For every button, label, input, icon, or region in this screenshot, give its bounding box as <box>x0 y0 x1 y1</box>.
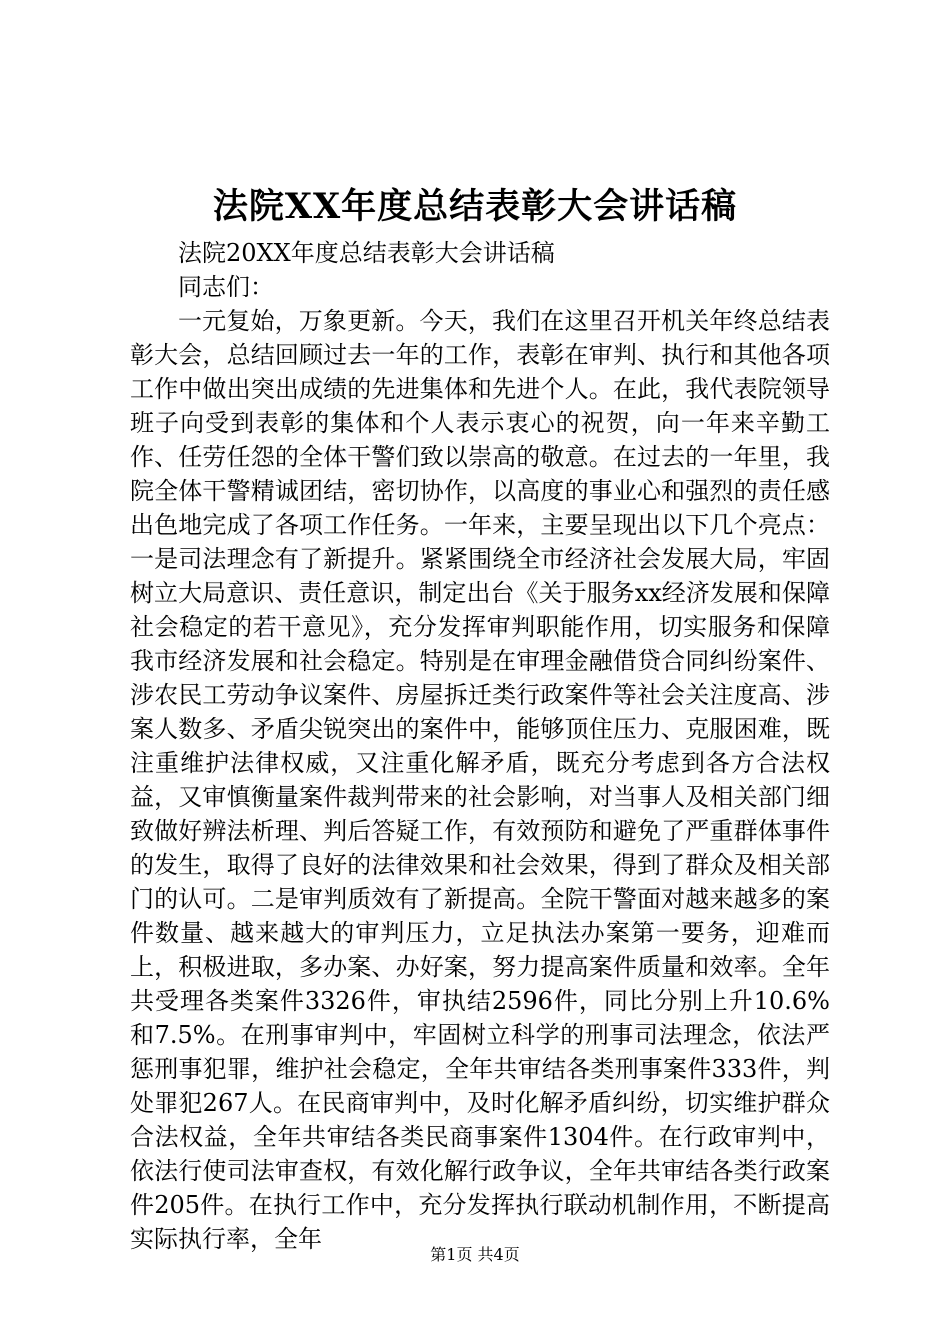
page-number: 第1页 共4页 <box>430 1245 520 1264</box>
document-title: 法院XX年度总结表彰大会讲话稿 <box>212 186 738 227</box>
salutation: 同志们： <box>178 273 274 301</box>
document-subtitle: 法院20XX年度总结表彰大会讲话稿 <box>178 239 555 267</box>
document-body <box>130 236 830 1256</box>
body-paragraph: 一元复始，万象更新。今天，我们在这里召开机关年终总结表彰大会，总结回顾过去一年的工作，表彰在审判、执行和其他各项工作中做出突出成绩的先进集体和先进个人。在此，我代表院领导班子向受到表彰的集体和个人表示衷心的祝贺，向一年来辛勤工作、任劳任怨的全体干警们致以崇高的敬意。在过去的一年里，我院全体干警精诚团结，密切协作，以高度的事业心和强烈的责任感出色地完成了各项工作任务。一年来，主要呈现出以下几个亮点：一是司法理念有了新提升。紧紧围绕全市经济社会发展大局，牢固树立大局意识、责任意识，制定出台《关于服务xx经济发展和保障社会稳定的若干意见》，充分发挥审判职能作用，切实服务和保障我市经济发展和社会稳定。特别是在审理金融借贷合同纠纷案件、涉农民工劳动争议案件、房屋拆迁类行政案件等社会关注度高、涉案人数多、矛盾尖锐突出的案件中，能够顶住压力、克服困难，既注重维护法律权威，又注重化解矛盾，既充分考虑到各方合法权益，又审慎衡量案件裁判带来的社会影响，对当事人及相关部门细致做好辨法析理、判后答疑工作，有效预防和避免了严重群体事件的发生，取得了良好的法律效果和社会效果，得到了群众及相关部门的认可。二是审判质效有了新提高。全院干警面对越来越多的案件数量、越来越大的审判压力，立足执法办案第一要务，迎难而上，积极进取，多办案、办好案，努力提高案件质量和效率。全年共受理各类案件3326件，审执结2596件，同比分别上升10.6%和7.5%。在刑事审判中，牢固树立科学的刑事司法理念，依法严惩刑事犯罪，维护社会稳定，全年共审结各类刑事案件333件，判处罪犯267人。在民商审判中，及时化解矛盾纠纷，切实维护群众合法权益，全年共审结各类民商事案件1304件。在行政审判中，依法行使司法审查权，有效化解行政争议，全年共审结各类行政案件205件。在执行工作中，充分发挥执行联动机制作用，不断提高实际执行率，全年 <box>130 307 830 1253</box>
